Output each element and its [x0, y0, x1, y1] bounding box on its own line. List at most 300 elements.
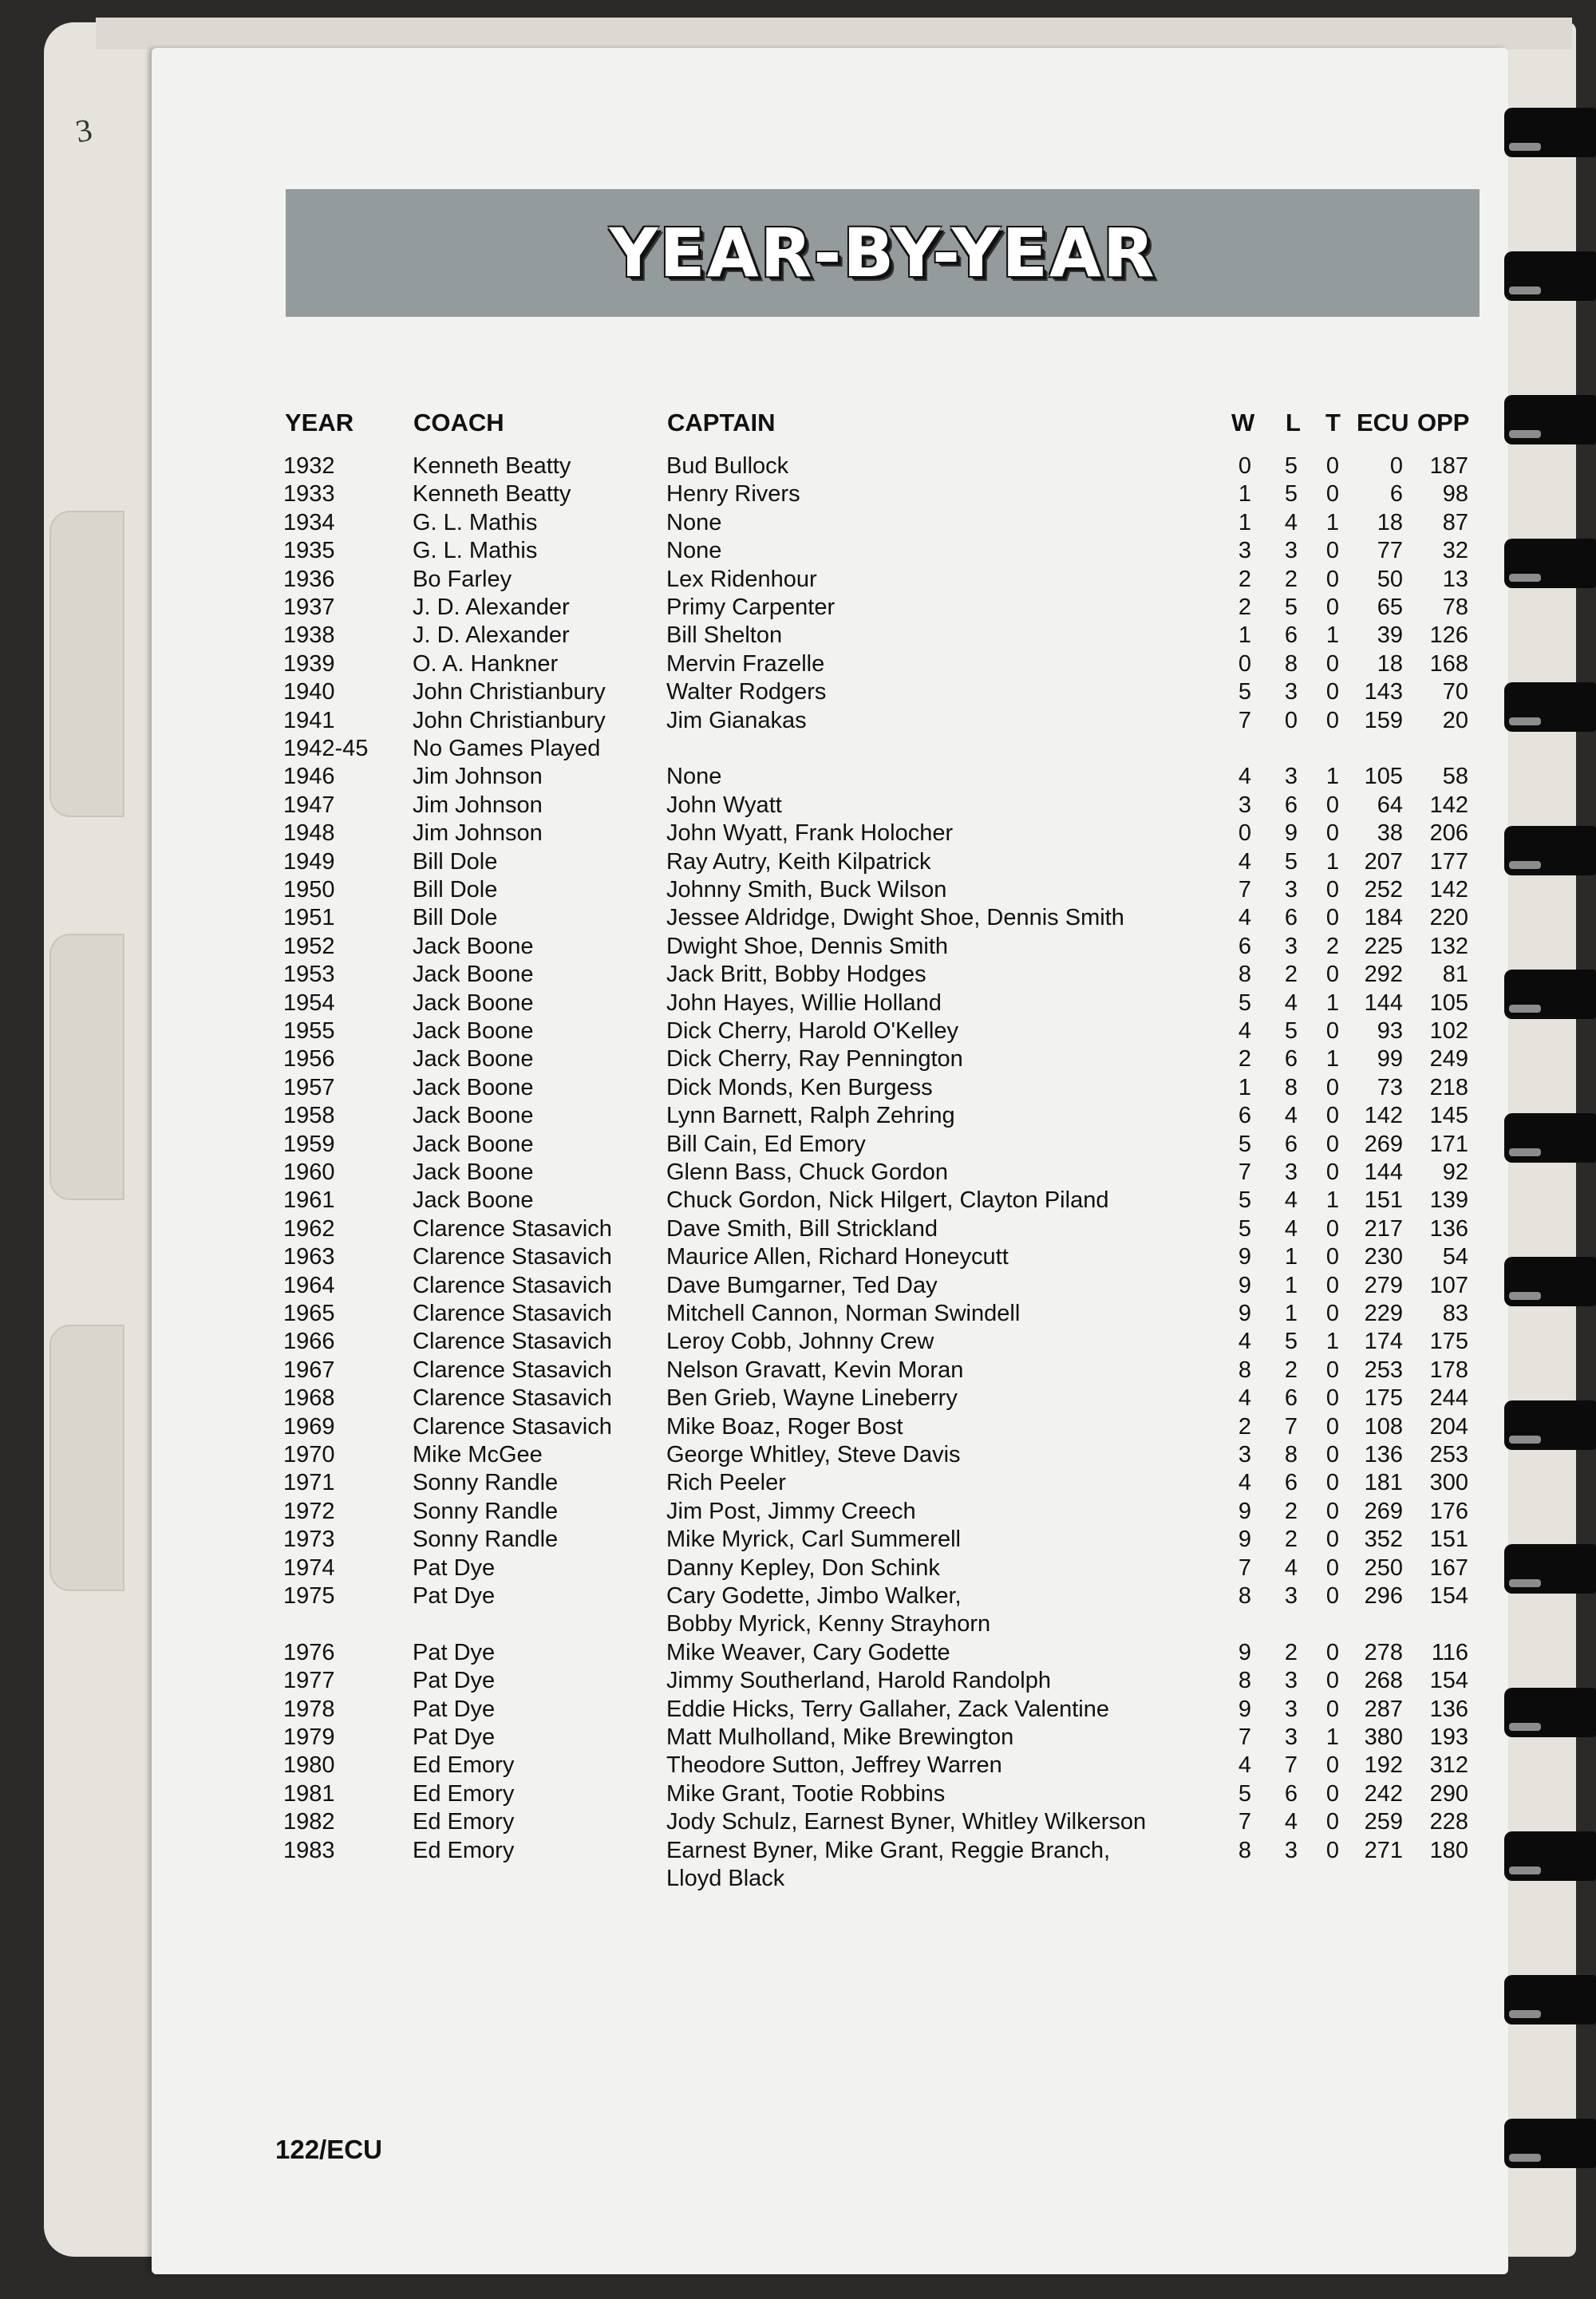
opp-score-cell: 176 [1429, 1498, 1468, 1524]
wins-cell: 0 [1238, 820, 1252, 847]
captain-cell: Mike Boaz, Roger Bost [666, 1413, 903, 1440]
title-banner [286, 189, 1479, 317]
ecu-score-cell: 229 [1364, 1301, 1403, 1326]
ecu-score-cell: 142 [1364, 1103, 1403, 1129]
coach-cell: Jack Boone [413, 1187, 534, 1214]
coach-cell: Clarence Stasavich [413, 1385, 612, 1412]
page-title: YEAR-BY-YEAR [609, 214, 1156, 292]
ecu-score-cell: 252 [1364, 877, 1403, 903]
wins-cell: 9 [1238, 1244, 1252, 1270]
captain-cell: Bill Cain, Ed Emory [666, 1131, 866, 1157]
losses-cell: 3 [1284, 1583, 1298, 1609]
captain-cell: Leroy Cobb, Johnny Crew [666, 1329, 934, 1355]
year-cell: 1937 [283, 595, 335, 620]
opp-score-cell: 32 [1442, 538, 1468, 564]
ties-cell: 2 [1325, 933, 1340, 959]
wins-cell: 4 [1238, 1018, 1252, 1044]
year-cell: 1961 [283, 1187, 335, 1214]
ties-cell: 0 [1325, 1809, 1340, 1835]
opp-score-cell: 145 [1429, 1103, 1468, 1129]
opp-score-cell: 54 [1442, 1244, 1468, 1270]
wins-cell: 8 [1238, 962, 1252, 988]
year-cell: 1958 [283, 1103, 335, 1129]
ecu-score-cell: 6 [1389, 481, 1403, 508]
table-row [0, 538, 1596, 566]
ties-cell: 0 [1325, 820, 1340, 847]
coach-cell: Jim Johnson [413, 764, 543, 790]
coach-cell: Bill Dole [413, 848, 498, 875]
coach-cell: G. L. Mathis [413, 509, 538, 535]
ecu-score-cell: 269 [1364, 1131, 1403, 1157]
losses-cell: 2 [1284, 1357, 1298, 1383]
opp-score-cell: 206 [1429, 820, 1468, 847]
opp-score-cell: 81 [1442, 962, 1468, 988]
year-cell: 1949 [283, 848, 335, 875]
ecu-score-cell: 38 [1377, 820, 1403, 847]
wins-cell: 1 [1238, 622, 1252, 649]
year-cell: 1982 [283, 1809, 335, 1835]
ties-cell: 1 [1325, 848, 1340, 875]
ties-cell: 0 [1325, 1244, 1340, 1270]
opp-score-cell: 177 [1429, 848, 1468, 875]
coach-cell: J. D. Alexander [413, 622, 570, 649]
captain-cell: Mike Myrick, Carl Summerell [666, 1527, 961, 1553]
captain-cell: Nelson Gravatt, Kevin Moran [666, 1357, 964, 1383]
year-cell: 1947 [283, 792, 335, 818]
wins-cell: 7 [1238, 1159, 1252, 1185]
year-cell: 1969 [283, 1413, 335, 1440]
opp-score-cell: 244 [1429, 1385, 1468, 1412]
year-cell: 1981 [283, 1780, 335, 1807]
ties-cell: 1 [1325, 1329, 1340, 1355]
ties-cell: 1 [1325, 1724, 1340, 1750]
table-row [0, 1583, 1596, 1611]
coach-cell: Clarence Stasavich [413, 1413, 612, 1440]
ecu-score-cell: 269 [1364, 1498, 1403, 1524]
table-row [0, 1527, 1596, 1554]
wins-cell: 5 [1238, 1780, 1252, 1807]
binding-ring [1504, 108, 1596, 157]
ties-cell: 0 [1325, 453, 1340, 479]
captain-cell: Henry Rivers [666, 481, 800, 508]
wins-cell: 1 [1238, 481, 1252, 508]
opp-score-cell: 70 [1442, 679, 1468, 705]
coach-cell: John Christianbury [413, 679, 606, 705]
table-row [0, 764, 1596, 792]
ties-cell: 1 [1325, 1046, 1340, 1072]
year-cell: 1933 [283, 481, 335, 508]
ties-cell: 1 [1325, 990, 1340, 1016]
ties-cell: 0 [1325, 1357, 1340, 1383]
year-cell: 1948 [283, 820, 335, 847]
coach-cell: Clarence Stasavich [413, 1244, 612, 1270]
wins-cell: 8 [1238, 1583, 1252, 1609]
captain-cell: John Hayes, Willie Holland [666, 990, 942, 1016]
table-row [0, 905, 1596, 933]
captain-cell: Jimmy Southerland, Harold Randolph [666, 1668, 1051, 1694]
captain-cell: Mitchell Cannon, Norman Swindell [666, 1301, 1021, 1326]
year-cell: 1970 [283, 1442, 335, 1467]
opp-score-cell: 20 [1442, 707, 1468, 733]
losses-cell: 3 [1284, 1724, 1298, 1750]
captain-cell: None [666, 538, 722, 564]
table-row [0, 679, 1596, 707]
opp-score-cell: 218 [1429, 1074, 1468, 1100]
year-cell: 1954 [283, 990, 335, 1016]
losses-cell: 3 [1284, 1696, 1298, 1722]
table-row [0, 1781, 1596, 1809]
table-row [0, 1357, 1596, 1385]
table-row [0, 820, 1596, 848]
year-cell: 1951 [283, 905, 335, 931]
losses-cell: 6 [1284, 1046, 1298, 1072]
opp-score-cell: 83 [1442, 1301, 1468, 1326]
ties-cell: 1 [1325, 622, 1340, 649]
coach-cell: Jack Boone [413, 962, 534, 988]
opp-score-cell: 168 [1429, 650, 1468, 677]
losses-cell: 1 [1284, 1244, 1298, 1270]
ties-cell: 0 [1325, 1583, 1340, 1609]
wins-cell: 5 [1238, 1187, 1252, 1214]
table-row [0, 1301, 1596, 1329]
losses-cell: 5 [1284, 453, 1298, 479]
opp-score-cell: 312 [1429, 1752, 1468, 1779]
ties-cell: 0 [1325, 1696, 1340, 1722]
coach-cell: Sonny Randle [413, 1498, 559, 1524]
year-cell: 1968 [283, 1385, 335, 1412]
ties-cell: 0 [1325, 1074, 1340, 1100]
binding-ring [1504, 251, 1596, 301]
year-cell: 1955 [283, 1018, 335, 1044]
wins-cell: 4 [1238, 764, 1252, 790]
captain-cell: Rich Peeler [666, 1470, 786, 1496]
coach-cell: Jim Johnson [413, 792, 543, 818]
year-cell: 1975 [283, 1583, 335, 1609]
losses-cell: 7 [1284, 1413, 1298, 1440]
captain-cell: Matt Mulholland, Mike Brewington [666, 1724, 1014, 1750]
opp-score-cell: 92 [1442, 1159, 1468, 1185]
losses-cell: 0 [1284, 707, 1298, 733]
year-cell: 1940 [283, 679, 335, 705]
wins-cell: 6 [1238, 933, 1252, 959]
col-captain-header: CAPTAIN [667, 409, 776, 436]
year-cell: 1957 [283, 1074, 335, 1100]
losses-cell: 4 [1284, 1809, 1298, 1835]
coach-cell: John Christianbury [413, 707, 606, 733]
ties-cell: 0 [1325, 1413, 1340, 1440]
ecu-score-cell: 225 [1364, 933, 1403, 959]
table-row [0, 1385, 1596, 1413]
ties-cell: 0 [1325, 1752, 1340, 1779]
binding-ring [1504, 395, 1596, 444]
wins-cell: 5 [1238, 1215, 1252, 1242]
year-cell: 1959 [283, 1131, 335, 1157]
table-row [0, 708, 1596, 736]
wins-cell: 0 [1238, 453, 1252, 479]
col-coach-header: COACH [413, 409, 504, 436]
captain-cell: Dick Cherry, Ray Pennington [666, 1046, 963, 1072]
ecu-score-cell: 296 [1364, 1583, 1403, 1609]
captain-cell: Chuck Gordon, Nick Hilgert, Clayton Piland [666, 1187, 1109, 1214]
col-year-header: YEAR [285, 409, 354, 436]
opp-score-cell: 87 [1442, 509, 1468, 535]
opp-score-cell: 154 [1429, 1668, 1468, 1694]
year-cell: 1935 [283, 538, 335, 564]
captain-cell: Glenn Bass, Chuck Gordon [666, 1159, 949, 1185]
wins-cell: 7 [1238, 707, 1252, 733]
captain-cell: Dwight Shoe, Dennis Smith [666, 933, 948, 959]
year-cell: 1976 [283, 1639, 335, 1665]
ties-cell: 0 [1325, 1470, 1340, 1496]
table-row [0, 962, 1596, 990]
table-row [0, 990, 1596, 1018]
ecu-score-cell: 352 [1364, 1527, 1403, 1553]
table-row [0, 1075, 1596, 1103]
ecu-score-cell: 175 [1364, 1385, 1403, 1412]
losses-cell: 2 [1284, 1527, 1298, 1553]
ecu-score-cell: 184 [1364, 905, 1403, 931]
table-row [0, 1046, 1596, 1074]
year-cell: 1974 [283, 1554, 335, 1581]
table-row [0, 1724, 1596, 1752]
captain-cell: Bobby Myrick, Kenny Strayhorn [666, 1611, 991, 1637]
page-stack-top [96, 18, 1572, 49]
captain-cell: None [666, 509, 722, 535]
ecu-score-cell: 174 [1364, 1329, 1403, 1355]
ecu-score-cell: 230 [1364, 1244, 1403, 1270]
ecu-score-cell: 105 [1364, 764, 1403, 790]
ecu-score-cell: 278 [1364, 1639, 1403, 1665]
ecu-score-cell: 380 [1364, 1724, 1403, 1750]
table-row [0, 1329, 1596, 1357]
wins-cell: 1 [1238, 509, 1252, 535]
ecu-score-cell: 18 [1377, 509, 1403, 535]
ties-cell: 0 [1325, 650, 1340, 677]
losses-cell: 4 [1284, 509, 1298, 535]
losses-cell: 8 [1284, 650, 1298, 677]
wins-cell: 9 [1238, 1272, 1252, 1298]
ties-cell: 0 [1325, 905, 1340, 931]
page-number: 122/ECU [275, 2135, 382, 2164]
ties-cell: 0 [1325, 792, 1340, 818]
table-row [0, 1752, 1596, 1780]
year-cell: 1967 [283, 1357, 335, 1383]
losses-cell: 4 [1284, 1103, 1298, 1129]
captain-cell: Cary Godette, Jimbo Walker, [666, 1583, 962, 1609]
losses-cell: 5 [1284, 1018, 1298, 1044]
opp-score-cell: 116 [1431, 1639, 1468, 1665]
captain-cell: Jack Britt, Bobby Hodges [666, 962, 926, 988]
wins-cell: 4 [1238, 1385, 1252, 1412]
coach-cell: Bill Dole [413, 877, 498, 903]
coach-cell: Clarence Stasavich [413, 1215, 612, 1242]
ecu-score-cell: 287 [1364, 1696, 1403, 1722]
table-row [0, 1555, 1596, 1583]
captain-cell: Jim Gianakas [666, 707, 807, 733]
losses-cell: 5 [1284, 595, 1298, 620]
captain-cell: Lex Ridenhour [666, 566, 817, 592]
ecu-score-cell: 253 [1364, 1357, 1403, 1383]
wins-cell: 2 [1238, 566, 1252, 592]
opp-score-cell: 253 [1429, 1442, 1468, 1467]
ties-cell: 1 [1325, 1187, 1340, 1214]
ties-cell: 1 [1325, 509, 1340, 535]
coach-cell: Pat Dye [413, 1668, 496, 1694]
ties-cell: 0 [1325, 1272, 1340, 1298]
wins-cell: 7 [1238, 877, 1252, 903]
losses-cell: 2 [1284, 566, 1298, 592]
coach-cell: Jack Boone [413, 1103, 534, 1129]
ecu-score-cell: 242 [1364, 1780, 1403, 1807]
captain-cell: Mervin Frazelle [666, 650, 825, 677]
coach-cell: Jack Boone [413, 1018, 534, 1044]
captain-cell: Eddie Hicks, Terry Gallaher, Zack Valentine [666, 1696, 1110, 1722]
opp-score-cell: 220 [1429, 905, 1468, 931]
year-cell: 1938 [283, 622, 335, 649]
captain-cell: Danny Kepley, Don Schink [666, 1554, 940, 1581]
table-row [0, 1697, 1596, 1724]
coach-cell: Ed Emory [413, 1780, 515, 1807]
coach-cell: Pat Dye [413, 1583, 496, 1609]
losses-cell: 6 [1284, 1470, 1298, 1496]
ties-cell: 0 [1325, 877, 1340, 903]
ties-cell: 0 [1325, 1159, 1340, 1185]
captain-cell: Bill Shelton [666, 622, 783, 649]
opp-score-cell: 136 [1429, 1215, 1468, 1242]
ecu-score-cell: 279 [1364, 1272, 1403, 1298]
captain-cell: Primy Carpenter [666, 595, 836, 620]
captain-cell: Jody Schulz, Earnest Byner, Whitley Wilkerson [666, 1809, 1147, 1835]
opp-score-cell: 228 [1429, 1809, 1468, 1835]
ties-cell: 0 [1325, 1527, 1340, 1553]
table-row [0, 481, 1596, 509]
wins-cell: 9 [1238, 1498, 1252, 1524]
ties-cell: 0 [1325, 538, 1340, 564]
ecu-score-cell: 108 [1364, 1413, 1403, 1440]
wins-cell: 3 [1238, 792, 1252, 818]
ecu-score-cell: 39 [1377, 622, 1403, 649]
coach-cell: O. A. Hankner [413, 650, 559, 677]
year-cell: 1934 [283, 509, 335, 535]
year-cell: 1960 [283, 1159, 335, 1185]
year-cell: 1964 [283, 1272, 335, 1298]
table-row [0, 792, 1596, 820]
ties-cell: 0 [1325, 1780, 1340, 1807]
ecu-score-cell: 151 [1364, 1187, 1403, 1214]
opp-score-cell: 142 [1429, 877, 1468, 903]
ecu-score-cell: 259 [1364, 1809, 1403, 1835]
wins-cell: 5 [1238, 1131, 1252, 1157]
losses-cell: 4 [1284, 1215, 1298, 1242]
captain-cell: Bud Bullock [666, 453, 789, 479]
wins-cell: 6 [1238, 1103, 1252, 1129]
coach-cell: Clarence Stasavich [413, 1272, 612, 1298]
ties-cell: 0 [1325, 1103, 1340, 1129]
captain-cell: Lloyd Black [666, 1866, 785, 1891]
opp-score-cell: 204 [1429, 1413, 1468, 1440]
table-row [0, 651, 1596, 679]
wins-cell: 7 [1238, 1554, 1252, 1581]
wins-cell: 4 [1238, 1329, 1252, 1355]
table-row [0, 934, 1596, 962]
ties-cell: 0 [1325, 1385, 1340, 1412]
losses-cell: 3 [1284, 538, 1298, 564]
wins-cell: 9 [1238, 1696, 1252, 1722]
ties-cell: 0 [1325, 1668, 1340, 1694]
ecu-score-cell: 99 [1377, 1046, 1403, 1072]
losses-cell: 3 [1284, 764, 1298, 790]
table-row [0, 1442, 1596, 1470]
wins-cell: 7 [1238, 1724, 1252, 1750]
margin-note: 3 [73, 111, 95, 150]
binding-ring [1504, 2119, 1596, 2168]
wins-cell: 3 [1238, 538, 1252, 564]
losses-cell: 9 [1284, 820, 1298, 847]
ties-cell: 0 [1325, 1639, 1340, 1665]
wins-cell: 7 [1238, 1809, 1252, 1835]
opp-score-cell: 78 [1442, 595, 1468, 620]
coach-cell: No Games Played [413, 736, 601, 761]
opp-score-cell: 154 [1429, 1583, 1468, 1609]
year-cell: 1950 [283, 877, 335, 903]
table-row [0, 849, 1596, 877]
coach-cell: Sonny Randle [413, 1527, 559, 1553]
table-row [0, 1244, 1596, 1272]
coach-cell: Jim Johnson [413, 820, 543, 847]
captain-cell: Dick Monds, Ken Burgess [666, 1074, 933, 1100]
losses-cell: 8 [1284, 1074, 1298, 1100]
year-cell: 1977 [283, 1668, 335, 1694]
year-cell: 1956 [283, 1046, 335, 1072]
ecu-score-cell: 192 [1364, 1752, 1403, 1779]
wins-cell: 4 [1238, 1752, 1252, 1779]
table-row [0, 736, 1596, 764]
wins-cell: 9 [1238, 1639, 1252, 1665]
losses-cell: 3 [1284, 679, 1298, 705]
captain-cell: Johnny Smith, Buck Wilson [666, 877, 947, 903]
table-row [0, 1499, 1596, 1527]
coach-cell: Jack Boone [413, 1131, 534, 1157]
ties-cell: 0 [1325, 707, 1340, 733]
ties-cell: 0 [1325, 595, 1340, 620]
captain-cell: Mike Grant, Tootie Robbins [666, 1780, 946, 1807]
losses-cell: 3 [1284, 1159, 1298, 1185]
wins-cell: 8 [1238, 1837, 1252, 1863]
coach-cell: Jack Boone [413, 1074, 534, 1100]
coach-cell: Kenneth Beatty [413, 453, 571, 479]
opp-score-cell: 13 [1442, 566, 1468, 592]
wins-cell: 9 [1238, 1301, 1252, 1326]
ties-cell: 0 [1325, 1131, 1340, 1157]
opp-score-cell: 98 [1442, 481, 1468, 508]
captain-cell: None [666, 764, 722, 790]
coach-cell: Clarence Stasavich [413, 1357, 612, 1383]
coach-cell: Ed Emory [413, 1752, 515, 1779]
opp-score-cell: 151 [1429, 1527, 1468, 1553]
year-cell: 1962 [283, 1215, 335, 1242]
opp-score-cell: 136 [1429, 1696, 1468, 1722]
ecu-score-cell: 65 [1377, 595, 1403, 620]
wins-cell: 1 [1238, 1074, 1252, 1100]
ties-cell: 0 [1325, 1442, 1340, 1467]
year-cell: 1966 [283, 1329, 335, 1355]
year-cell: 1978 [283, 1696, 335, 1722]
ecu-score-cell: 64 [1377, 792, 1403, 818]
ecu-score-cell: 207 [1364, 848, 1403, 875]
opp-score-cell: 290 [1429, 1780, 1468, 1807]
losses-cell: 1 [1284, 1301, 1298, 1326]
losses-cell: 2 [1284, 1639, 1298, 1665]
